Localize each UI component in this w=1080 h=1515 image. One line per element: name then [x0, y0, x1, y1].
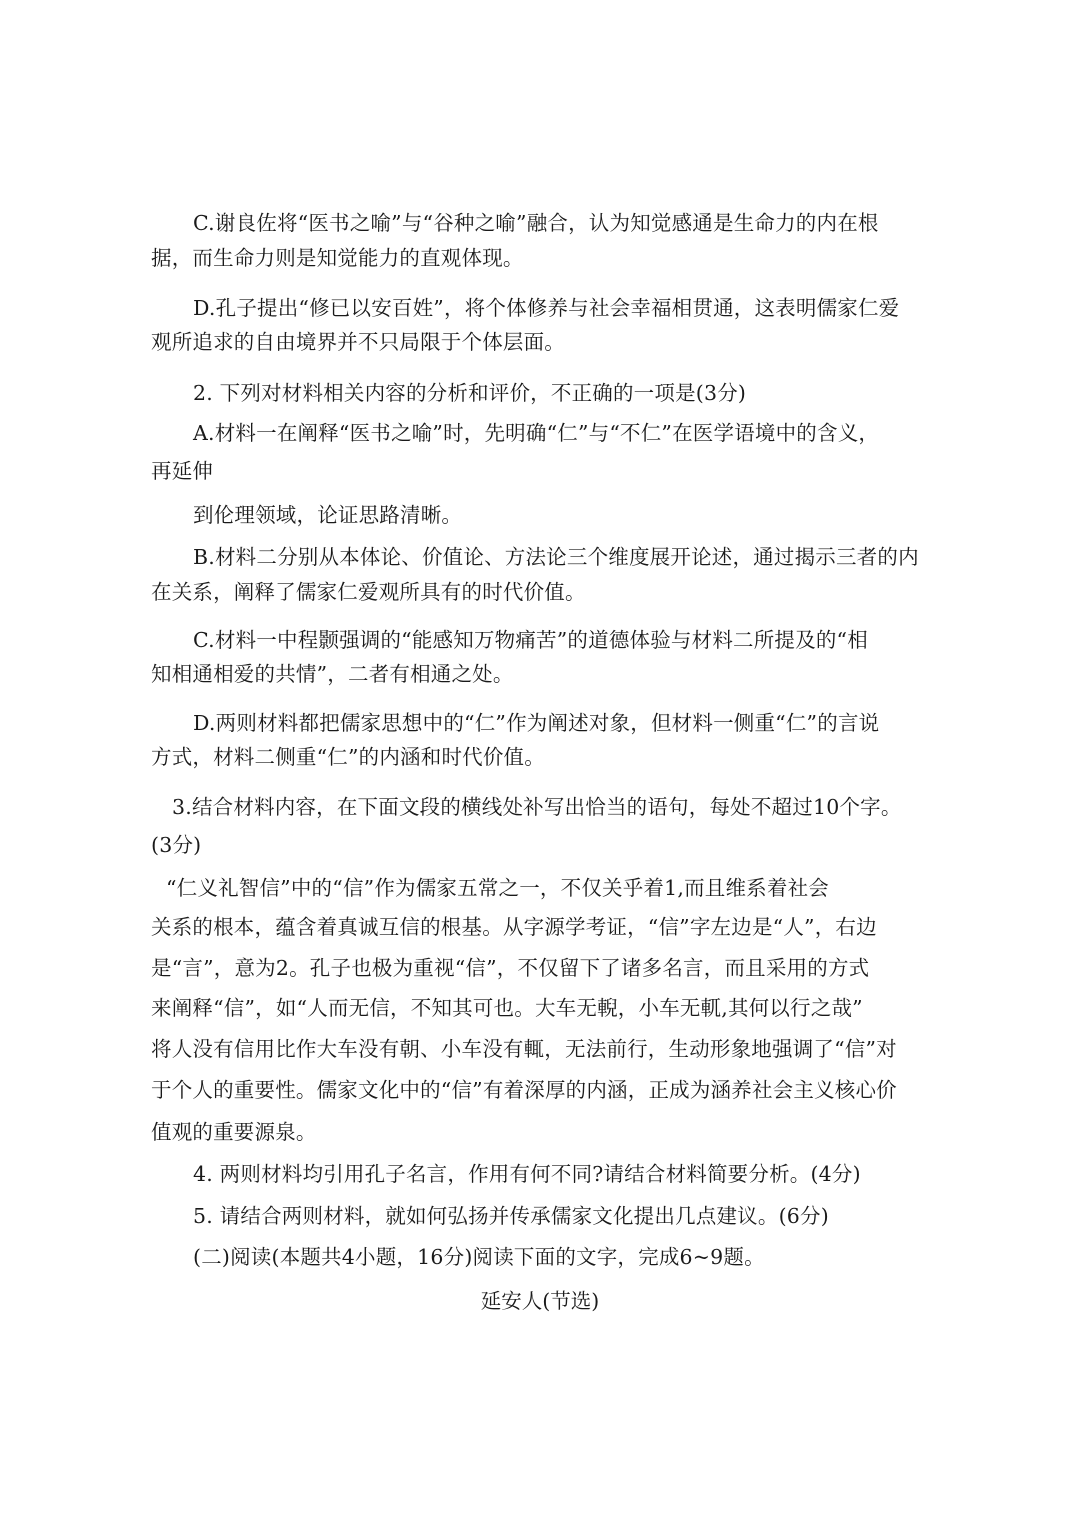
question-3-stem-line-2: (3分): [151, 833, 202, 857]
option-2c-line-1: C.材料一中程颢强调的“能感知万物痛苦”的道德体验与材料二所提及的“相: [193, 628, 868, 652]
option-1d-line-1: D.孔子提出“修已以安百姓”，将个体修养与社会幸福相贯通，这表明儒家仁爱: [193, 296, 900, 320]
option-1c-line-1: C.谢良佐将“医书之喻”与“谷种之喻”融合，认为知觉感通是生命力的内在根: [193, 211, 879, 235]
option-2a-line-3: 到伦理领域，论证思路清晰。: [193, 503, 463, 527]
question-5: 5. 请结合两则材料，就如何弘扬并传承儒家文化提出几点建议。(6分): [193, 1204, 829, 1228]
question-3-passage-line-1: “仁义礼智信”中的“信”作为儒家五常之一，不仅关乎着1,而且维系着社会: [166, 876, 829, 900]
option-2d-line-2: 方式，材料二侧重“仁”的内涵和时代价值。: [151, 745, 545, 769]
option-1d-line-2: 观所追求的自由境界并不只局限于个体层面。: [151, 330, 565, 354]
option-2a-line-2: 再延伸: [151, 459, 214, 483]
question-3-passage-line-6: 于个人的重要性。儒家文化中的“信”有着深厚的内涵，正成为涵养社会主义核心价: [151, 1078, 897, 1102]
section-title: 延安人(节选): [480, 1289, 600, 1313]
question-3-passage-line-4: 来阐释“信”，如“人而无信，不知其可也。大车无輗，小车无軏,其何以行之哉”: [151, 996, 863, 1020]
option-2a-line-1: A.材料一在阐释“医书之喻”时，先明确“仁”与“不仁”在医学语境中的含义，: [193, 421, 880, 445]
question-3-passage-line-2: 关系的根本，蕴含着真诚互信的根基。从字源学考证，“信”字左边是“人”，右边: [151, 915, 877, 939]
question-3-passage-line-7: 值观的重要源泉。: [151, 1120, 317, 1144]
question-3-passage-line-3: 是“言”，意为2。孔子也极为重视“信”，不仅留下了诸多名言，而且采用的方式: [151, 956, 870, 980]
option-1c-line-2: 据，而生命力则是知觉能力的直观体现。: [151, 246, 524, 270]
question-2-stem: 2. 下列对材料相关内容的分析和评价，不正确的一项是(3分): [193, 381, 747, 405]
option-2d-line-1: D.两则材料都把儒家思想中的“仁”作为阐述对象，但材料一侧重“仁”的言说: [193, 711, 880, 735]
question-4: 4. 两则材料均引用孔子名言，作用有何不同?请结合材料简要分析。(4分): [193, 1162, 861, 1186]
question-3-passage-line-5: 将人没有信用比作大车没有朝、小车没有輒，无法前行，生动形象地强调了“信”对: [151, 1037, 897, 1061]
option-2c-line-2: 知相通相爱的共情”，二者有相通之处。: [151, 662, 514, 686]
section-2-instruction: (二)阅读(本题共4小题，16分)阅读下面的文字，完成6~9题。: [193, 1245, 765, 1269]
option-2b-line-2: 在关系，阐释了儒家仁爱观所具有的时代价值。: [151, 580, 586, 604]
question-3-stem-line-1: 3.结合材料内容，在下面文段的横线处补写出恰当的语句，每处不超过10个字。: [172, 795, 902, 819]
option-2b-line-1: B.材料二分别从本体论、价值论、方法论三个维度展开论述，通过揭示三者的内: [193, 545, 919, 569]
